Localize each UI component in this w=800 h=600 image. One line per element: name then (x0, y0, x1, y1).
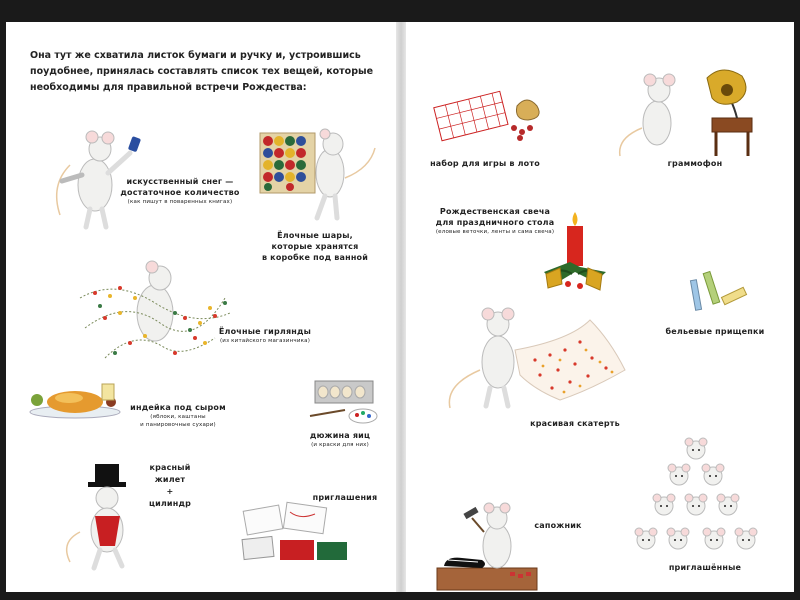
eggs-line: дюжина яиц (309, 431, 371, 440)
clothespins-illustration (688, 268, 748, 318)
garlands-note: (из китайского магазинчика) (219, 338, 311, 344)
shoemaker-illustration (432, 498, 542, 593)
gramophone-line: граммофон (667, 159, 723, 168)
eggs-label (290, 430, 390, 449)
turkey-note: и панировочные сухари) (140, 422, 216, 428)
intro-line: поудобнее, принялась составлять список тех вещей, которые (30, 66, 374, 77)
shoemaker-label (528, 520, 588, 531)
garland-mouse-illustration (75, 258, 235, 368)
vest-line: красный (149, 463, 191, 472)
invited-line: приглашённые (668, 563, 742, 572)
guests-pyramid-illustration (634, 436, 764, 560)
vest-label (135, 462, 205, 510)
tablecloth-mouse-illustration (440, 300, 630, 415)
intro-line: Она тут же схватила листок бумаги и ручку и, устроившись (30, 50, 361, 61)
ornament-box-illustration (255, 128, 385, 228)
eggs-illustration (305, 376, 385, 426)
gramophone-label (650, 158, 740, 169)
vest-line: жилет (154, 475, 186, 484)
tablecloth-line: красивая скатерть (530, 419, 620, 428)
turkey-note: (яблоки, каштаны (150, 414, 206, 420)
intro-line: необходимы для правильной встречи Рождества: (30, 82, 307, 93)
gramophone-illustration (612, 68, 772, 158)
snow-line: искусственный снег — (126, 177, 234, 186)
tablecloth-label (520, 418, 630, 429)
lotto-line: набор для игры в лото (430, 159, 540, 168)
invitations-line: приглашения (312, 493, 378, 502)
clothespins-line: бельевые прищепки (665, 327, 765, 336)
snow-line: достаточное количество (120, 188, 240, 197)
turkey-illustration (25, 380, 125, 420)
invited-label (660, 562, 750, 573)
shoemaker-line: сапожник (534, 521, 582, 530)
balls-line: которые хранятся (271, 242, 359, 251)
eggs-note: (и краски для них) (311, 442, 369, 448)
clothespins-label (660, 326, 770, 337)
vest-line: цилиндр (148, 499, 192, 508)
lotto-label (425, 158, 545, 169)
envelopes-illustration (235, 500, 355, 570)
candle-line: Рождественская свеча (439, 207, 551, 216)
garlands-label (205, 326, 325, 345)
candle-line: для праздничного стола (435, 218, 555, 227)
turkey-line: индейка под сыром (130, 403, 226, 412)
candle-illustration (540, 212, 610, 294)
balls-line: Ёлочные шары, (277, 231, 353, 240)
intro-paragraph (30, 48, 380, 96)
vest-line: + (166, 487, 174, 496)
lotto-set-illustration (432, 92, 552, 152)
garlands-line: Ёлочные гирлянды (218, 327, 312, 336)
candle-note: (еловые веточки, ленты и сама свеча) (435, 229, 555, 235)
snow-label (120, 176, 240, 206)
book-gutter (396, 22, 406, 592)
balls-line: в коробке под ванной (261, 253, 369, 262)
turkey-label (118, 402, 238, 429)
balls-label (250, 230, 380, 263)
snow-note: (как пишут в поваренных книгах) (127, 199, 233, 205)
